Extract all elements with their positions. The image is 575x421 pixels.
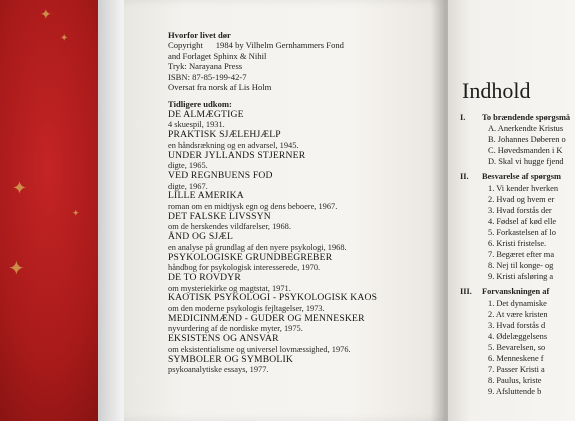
work-subtitle: digte, 1967. bbox=[168, 181, 208, 191]
work-item bbox=[168, 191, 438, 211]
toc-section-number: II. bbox=[460, 172, 469, 182]
toc-item: 7. Begæret efter ma bbox=[488, 250, 555, 260]
toc-section bbox=[460, 112, 575, 123]
toc-item: 8. Nej til konge- og bbox=[488, 261, 554, 271]
work-item bbox=[168, 273, 438, 293]
star-decoration-icon: ✦ bbox=[8, 256, 25, 280]
toc-item: 3. Hvad forstås der bbox=[488, 205, 552, 215]
work-title: UNDER JYLLANDS STJERNER bbox=[168, 149, 306, 161]
work-item bbox=[168, 171, 438, 191]
toc-item: 2. At være kristen bbox=[488, 309, 548, 319]
work-title: EKSISTENS OG ANSVAR bbox=[168, 333, 279, 345]
colophon bbox=[168, 30, 438, 375]
earlier-works-heading: Tidligere udkom: bbox=[168, 99, 232, 110]
work-item bbox=[168, 232, 438, 252]
toc-item: 3. Hvad forstås d bbox=[488, 320, 546, 330]
work-subtitle: om mysteriekirke og magtstat, 1971. bbox=[168, 283, 291, 293]
toc-title: Indhold bbox=[462, 78, 531, 103]
toc-item: D. Skal vi hugge fjend bbox=[488, 157, 564, 167]
work-subtitle: nyvurdering af de nordiske myter, 1975. bbox=[168, 324, 303, 334]
work-subtitle: psykoanalytiske essays, 1977. bbox=[168, 365, 269, 375]
work-subtitle: om eksistentialisme og universel lovmæssighed, 1976. bbox=[168, 344, 351, 354]
colophon-line: ISBN: 87-85-199-42-7 bbox=[168, 71, 247, 82]
book-title: Hvorfor livet dør bbox=[168, 30, 231, 40]
star-decoration-icon: ✦ bbox=[72, 209, 80, 219]
work-subtitle: om den moderne psykologis fejltagelser, 1973. bbox=[168, 303, 325, 313]
work-title: DE TO ROVDYR bbox=[168, 271, 241, 283]
toc-item: 4. Ødelæggelsens bbox=[488, 331, 548, 341]
work-title: ÅND OG SJÆL bbox=[168, 231, 234, 243]
toc-section bbox=[460, 286, 575, 297]
star-decoration-icon: ✦ bbox=[12, 178, 28, 199]
toc-item: 4. Fødsel af kød elle bbox=[488, 216, 557, 226]
toc-item: 6. Kristi fristelse. bbox=[488, 239, 547, 249]
toc-item: 9. Afsluttende b bbox=[488, 387, 542, 397]
work-title: PRAKTISK SJÆLEHJÆLP bbox=[168, 129, 281, 141]
right-page bbox=[448, 0, 575, 421]
work-title: MEDICINMÆND - GUDER OG MENNESKER bbox=[168, 312, 365, 324]
toc-item: 1. Vi kender hverken bbox=[488, 183, 559, 193]
work-item bbox=[168, 212, 438, 232]
colophon-line: Tryk: Narayana Press bbox=[168, 61, 243, 72]
toc-section-title: Forvanskningen af bbox=[482, 287, 550, 297]
work-subtitle: digte, 1965. bbox=[168, 161, 208, 171]
colophon-line: Copyright 1984 by Vilhelm Gernhammers Fond bbox=[168, 40, 344, 51]
toc-section bbox=[460, 171, 575, 182]
earlier-works-list bbox=[168, 110, 438, 375]
toc-item: 7. Passer Kristi a bbox=[488, 365, 545, 375]
toc-item: 6. Menneskene f bbox=[488, 353, 544, 363]
toc-item: 1. Det dynamiske bbox=[488, 298, 547, 308]
toc-section-number: I. bbox=[460, 113, 466, 122]
work-subtitle: 4 skuespil, 1931. bbox=[168, 120, 225, 130]
work-item bbox=[168, 314, 438, 334]
toc-section-title: To brændende spørgsmå bbox=[482, 113, 571, 122]
work-title: VED REGNBUENS FOD bbox=[168, 170, 273, 182]
toc-item: B. Johannes Døberen o bbox=[488, 135, 566, 145]
work-item bbox=[168, 151, 438, 171]
work-item bbox=[168, 334, 438, 354]
work-subtitle: en analyse på grundlag af den nyere psykologi, 1968. bbox=[168, 242, 347, 252]
work-title: LILLE AMERIKA bbox=[168, 190, 244, 202]
work-item bbox=[168, 293, 438, 313]
work-item bbox=[168, 253, 438, 273]
work-title: DET FALSKE LIVSSYN bbox=[168, 210, 271, 222]
toc-item: 5. Bevarelsen, so bbox=[488, 342, 546, 352]
toc-item: 9. Kristi afsløring a bbox=[488, 272, 554, 282]
star-decoration-icon: ✦ bbox=[40, 7, 52, 23]
work-subtitle: en håndsrækning og en advarsel, 1945. bbox=[168, 140, 299, 150]
star-decoration-icon: ✦ bbox=[60, 33, 69, 44]
work-title: SYMBOLER OG SYMBOLIK bbox=[168, 353, 293, 365]
work-item bbox=[168, 110, 438, 130]
work-title: DE ALMÆGTIGE bbox=[168, 108, 244, 120]
work-title: KAOTISK PSYKOLOGI - PSYKOLOGISK KAOS bbox=[168, 292, 378, 304]
work-subtitle: roman om en midtjysk egn og dens beboere, 1967. bbox=[168, 202, 338, 211]
toc-item: 5. Forkastelsen af lo bbox=[488, 227, 556, 237]
work-subtitle: håndbog for psykologisk interesserede, 1970. bbox=[168, 263, 321, 273]
toc-item: 8. Paulus, kriste bbox=[488, 376, 542, 386]
toc-section-title: Besvarelse af spørgsm bbox=[482, 172, 561, 182]
work-subtitle: om de herskendes vildfarelser, 1968. bbox=[168, 222, 291, 232]
work-item bbox=[168, 130, 438, 150]
colophon-line: and Forlaget Sphinx & Nihil bbox=[168, 50, 267, 61]
toc-item: C. Høvedsmanden i K bbox=[488, 146, 563, 156]
table-of-contents bbox=[460, 108, 575, 397]
toc-item: 2. Hvad og hvem er bbox=[488, 194, 555, 204]
work-title: PSYKOLOGISKE GRUNDBEGREBER bbox=[168, 251, 333, 263]
toc-section-number: III. bbox=[460, 287, 472, 297]
work-item bbox=[168, 355, 438, 375]
toc-item: A. Anerkendte Kristus bbox=[488, 124, 564, 134]
colophon-line: Oversat fra norsk af Lis Holm bbox=[168, 82, 272, 93]
